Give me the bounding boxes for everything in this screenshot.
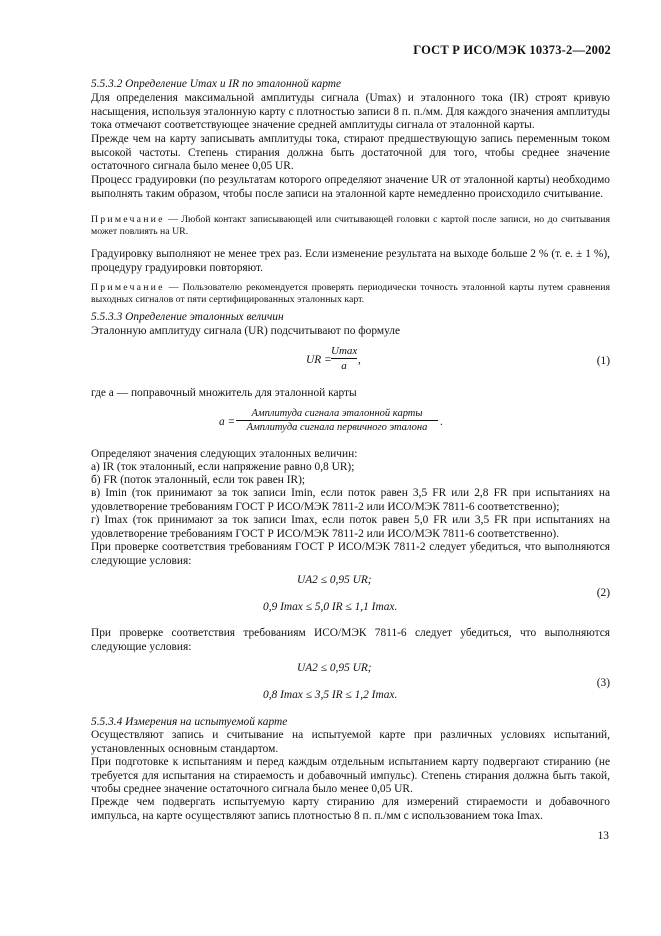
equation-number: (2) — [596, 587, 610, 599]
fraction-bar — [331, 358, 357, 359]
eq1-denominator: a — [341, 360, 347, 372]
paragraph: Прежде чем подвергать испытуемую карту стиранию для измерений стираемости и добавочного импульса, на карте осуществляют запись плотностью 8 п. п./мм с использованием тока Imax. — [91, 796, 610, 822]
paragraph: Для определения максимальной амплитуды сигнала (Umax) и эталонного тока (IR) строят кривую насыщения, используя эталонную карту с плотностью записи 8 п. п./мм. Для каждого значения амплитуды тока отмечают соответствующее значение средней амплитуды сигнала от эталонной карты. — [91, 92, 610, 132]
eq3-line2: 0,8 Imax ≤ 3,5 IR ≤ 1,2 Imax. — [263, 689, 398, 701]
eq1-numerator: Umax — [331, 345, 358, 357]
section-heading-5-5-3-4: 5.5.3.4 Измерения на испытуемой карте — [91, 716, 288, 728]
paragraph: Градуировку выполняют не менее трех раз. Если изменение результата на выходе больше 2 % (т. е. ± 1 %), процедуру градуировки повторяют. — [91, 248, 610, 274]
paragraph: При проверке соответствия требованиям ИСО/МЭК 7811-6 следует убедиться, что выполняются следующие условия: — [91, 627, 610, 653]
note-label: Примечание — [91, 282, 165, 293]
paragraph: При проверке соответствия требованиям ГОСТ Р ИСО/МЭК 7811-2 следует убедиться, что выполняются следующие условия: — [91, 541, 610, 567]
eq1-lhs: UR = — [306, 354, 332, 366]
section-heading-5-5-3-2: 5.5.3.2 Определение Umax и IR по эталонной карте — [91, 78, 342, 90]
eq3-line1: UA2 ≤ 0,95 UR; — [297, 662, 372, 674]
list-item: г) Imax (ток принимают за ток записи Imax, если поток равен 5,0 FR или 3,5 FR при испытаниях на удовлетворение требованиям ГОСТ Р ИСО/МЭК 7811-2 или ИСО/МЭК 7811-6 соответственно). — [91, 514, 610, 540]
eq2-line1: UA2 ≤ 0,95 UR; — [297, 574, 372, 586]
eqa-denominator: Амплитуда сигнала первичного эталона — [246, 422, 428, 433]
paragraph: При подготовке к испытаниям и перед каждым отдельным испытанием карту подвергают стиранию (не требуется для испытания на стираемость и добавочный импульс). Степень стирания должна быть такой, чтобы среднее значение остаточного сигнала было менее 0,05 UR. — [91, 756, 610, 796]
eq1-fraction — [331, 345, 357, 372]
equation-number: (1) — [596, 355, 610, 367]
eqa-numerator: Амплитуда сигнала эталонной карты — [251, 408, 423, 419]
paragraph: Эталонную амплитуду сигнала (UR) подсчитывают по формуле — [91, 325, 401, 337]
note-text: Пользователю рекомендуется проверять периодически точность эталонной карты путем сравнения выходных сигналов от пяти сертифицированных эталонных карт. — [91, 282, 611, 306]
note: Примечание — Пользователю рекомендуется проверять периодически точность эталонной карты путем сравнения выходных сигналов от пяти сертифицированных эталонных карт. — [91, 282, 611, 306]
list-item: в) Imin (ток принимают за ток записи Imin, если поток равен 3,5 FR или 2,8 FR при испытаниях на удовлетворение требованиям ГОСТ Р ИСО/МЭК 7811-2 или ИСО/МЭК 7811-6 соответственно); — [91, 487, 610, 513]
eq1-tail: , — [358, 354, 361, 366]
eq2-line2: 0,9 Imax ≤ 5,0 IR ≤ 1,1 Imax. — [263, 601, 398, 613]
eqa-lhs: a = — [219, 416, 236, 428]
paragraph: Прежде чем на карту записывать амплитуды тока, стирают предшествующую запись переменным током высокой частоты. Степень стирания должна быть достаточной для того, чтобы среднее значение остаточного сигнала было менее 0,05 UR. — [91, 133, 610, 173]
note: Примечание — Любой контакт записывающей или считывающей головки с картой после записи, но до считывания может повлиять на UR. — [91, 214, 610, 238]
list-item: б) FR (поток эталонный, если ток равен IR); — [91, 474, 306, 486]
fraction-bar — [236, 420, 438, 421]
equation-number: (3) — [596, 677, 610, 689]
eqa-tail: . — [440, 416, 443, 428]
paragraph: Процесс градуировки (по результатам которого определяют значение UR от эталонной карты) необходимо выполнять таким образом, чтобы после записи на эталонной карте немедленно происходило считывание. — [91, 174, 610, 200]
document-header: ГОСТ Р ИСО/МЭК 10373-2—2002 — [413, 43, 611, 57]
list-item: а) IR (ток эталонный, если напряжение равно 0,8 UR); — [91, 461, 355, 473]
section-heading-5-5-3-3: 5.5.3.3 Определение эталонных величин — [91, 311, 284, 323]
paragraph: где a — поправочный множитель для эталонной карты — [91, 387, 357, 399]
page-number: 13 — [597, 830, 609, 842]
paragraph: Определяют значения следующих эталонных величин: — [91, 448, 358, 460]
paragraph: Осуществляют запись и считывание на испытуемой карте при различных условиях испытаний, установленных основным стандартом. — [91, 729, 610, 755]
note-label: Примечание — [91, 214, 165, 225]
eqa-fraction — [236, 408, 438, 433]
note-text: Любой контакт записывающей или считывающей головки с картой после записи, но до считывания может повлиять на UR. — [91, 214, 610, 238]
